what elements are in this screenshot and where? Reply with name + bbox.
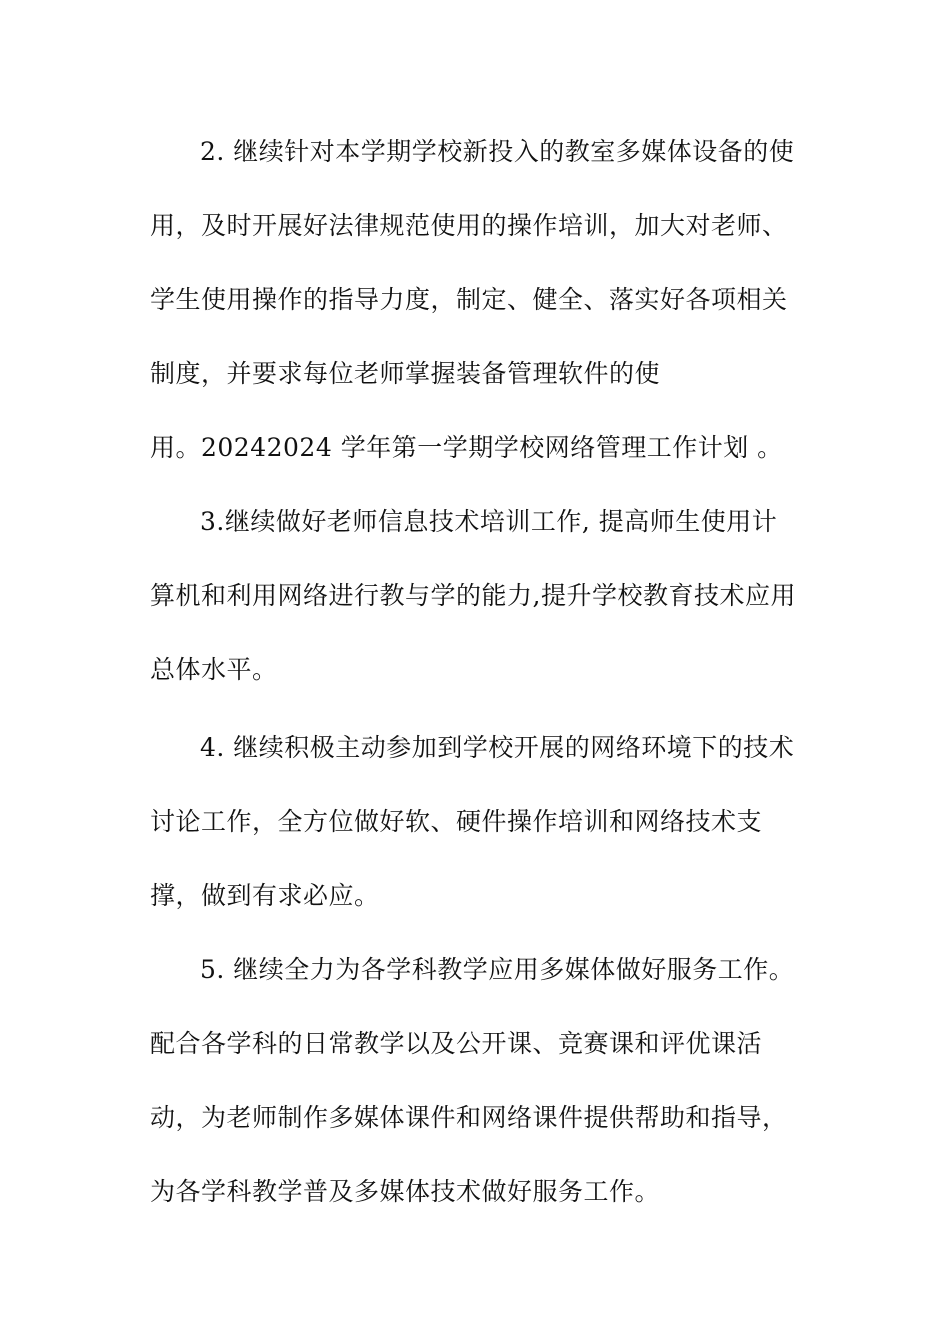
text-line: 讨论工作，全方位做好软、硬件操作培训和网络技术支 [150, 807, 763, 836]
text-line: 用。20242024 学年第一学期学校网络管理工作计划 。 [150, 433, 783, 462]
text-line: 为各学科教学普及多媒体技术做好服务工作。 [150, 1177, 661, 1206]
text-line: 配合各学科的日常教学以及公开课、竞赛课和评优课活 [150, 1029, 763, 1058]
text-line: 算机和利用网络进行教与学的能力,提升学校教育技术应用 [150, 581, 796, 610]
text-line: 制度，并要求每位老师掌握装备管理软件的使 [150, 359, 661, 388]
text-line: 总体水平。 [150, 655, 278, 684]
text-line: 3.继续做好老师信息技术培训工作, 提高师生使用计 [200, 507, 778, 536]
text-line: 学生使用操作的指导力度，制定、健全、落实好各项相关 [150, 285, 788, 314]
text-line: 撑，做到有求必应。 [150, 881, 380, 910]
text-line: 4. 继续积极主动参加到学校开展的网络环境下的技术 [200, 733, 795, 762]
text-line: 2. 继续针对本学期学校新投入的教室多媒体设备的使 [200, 137, 795, 166]
text-line: 动，为老师制作多媒体课件和网络课件提供帮助和指导， [150, 1103, 788, 1132]
text-line: 用，及时开展好法律规范使用的操作培训，加大对老师、 [150, 211, 788, 240]
text-line: 5. 继续全力为各学科教学应用多媒体做好服务工作。 [200, 955, 795, 984]
